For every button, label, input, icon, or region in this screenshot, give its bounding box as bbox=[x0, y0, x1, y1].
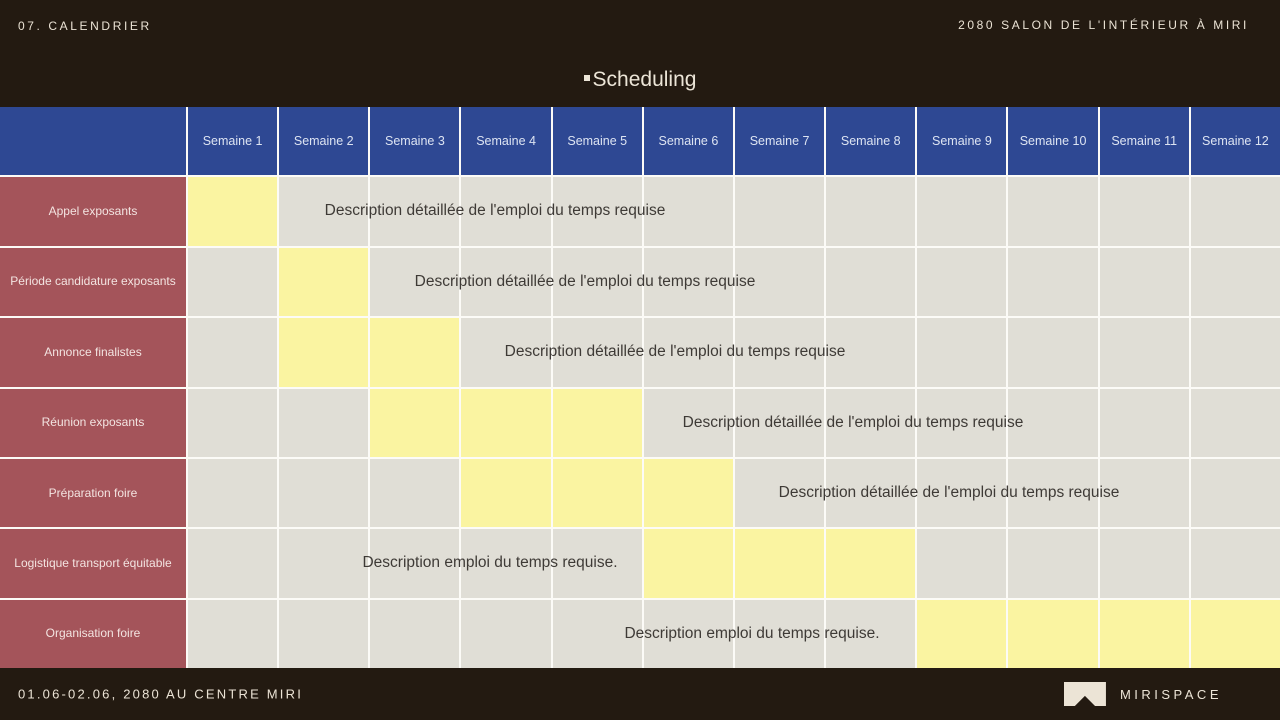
row-description: Description détaillée de l'emploi du temps requise bbox=[324, 202, 666, 219]
week-cell bbox=[279, 389, 368, 457]
row-label: Période candidature exposants bbox=[0, 248, 186, 316]
row-label: Appel exposants bbox=[0, 177, 186, 245]
column-header-week-3: Semaine 3 bbox=[370, 107, 459, 175]
page-title: Scheduling bbox=[592, 68, 697, 91]
column-header-week-4: Semaine 4 bbox=[461, 107, 550, 175]
week-cell-highlight bbox=[370, 318, 459, 386]
week-cell-highlight bbox=[1191, 600, 1280, 668]
week-cell bbox=[1191, 529, 1280, 597]
row-label: Annonce finalistes bbox=[0, 318, 186, 386]
week-cell bbox=[1191, 248, 1280, 316]
week-cell bbox=[826, 177, 915, 245]
week-cell bbox=[1191, 318, 1280, 386]
row-description: Description détaillée de l'emploi du temps requise bbox=[414, 273, 756, 290]
column-header-week-8: Semaine 8 bbox=[826, 107, 915, 175]
week-cell bbox=[1191, 177, 1280, 245]
event-label: 2080 SALON DE L'INTÉRIEUR À MIRI bbox=[958, 18, 1249, 32]
column-header-week-11: Semaine 11 bbox=[1100, 107, 1189, 175]
week-cell-highlight bbox=[279, 248, 368, 316]
week-cell-highlight bbox=[1008, 600, 1097, 668]
week-cell-highlight bbox=[461, 389, 550, 457]
square-bullet-icon bbox=[584, 75, 590, 81]
column-header-week-9: Semaine 9 bbox=[917, 107, 1006, 175]
footer-date-label: 01.06-02.06, 2080 AU CENTRE MIRI bbox=[18, 686, 304, 702]
row-label: Organisation foire bbox=[0, 600, 186, 668]
row-description: Description emploi du temps requise. bbox=[624, 625, 880, 642]
week-cell bbox=[917, 529, 1006, 597]
week-cell-highlight bbox=[370, 389, 459, 457]
week-cell-highlight bbox=[553, 389, 642, 457]
week-cell bbox=[188, 600, 277, 668]
week-cell bbox=[1100, 177, 1189, 245]
brand-group bbox=[1064, 682, 1222, 706]
week-cell bbox=[1191, 389, 1280, 457]
week-cell bbox=[735, 177, 824, 245]
week-cell-highlight bbox=[553, 459, 642, 527]
row-label: Logistique transport équitable bbox=[0, 529, 186, 597]
week-cell-highlight bbox=[644, 529, 733, 597]
week-cell bbox=[370, 459, 459, 527]
week-cell bbox=[1100, 529, 1189, 597]
column-header-week-7: Semaine 7 bbox=[735, 107, 824, 175]
week-cell-highlight bbox=[1100, 600, 1189, 668]
week-cell bbox=[188, 248, 277, 316]
week-cell bbox=[1100, 318, 1189, 386]
week-cell bbox=[188, 459, 277, 527]
week-cell bbox=[188, 318, 277, 386]
column-header-week-1: Semaine 1 bbox=[188, 107, 277, 175]
week-cell bbox=[188, 389, 277, 457]
row-description: Description emploi du temps requise. bbox=[362, 554, 618, 571]
week-cell bbox=[917, 318, 1006, 386]
column-header-week-12: Semaine 12 bbox=[1191, 107, 1280, 175]
title-row bbox=[0, 68, 1280, 92]
week-cell bbox=[279, 529, 368, 597]
schedule-table bbox=[0, 107, 1280, 668]
week-cell bbox=[1008, 177, 1097, 245]
week-cell bbox=[826, 248, 915, 316]
week-cell-highlight bbox=[644, 459, 733, 527]
table-corner-cell bbox=[0, 107, 186, 175]
week-cell-highlight bbox=[826, 529, 915, 597]
column-header-week-6: Semaine 6 bbox=[644, 107, 733, 175]
week-cell bbox=[1008, 248, 1097, 316]
section-label: 07. CALENDRIER bbox=[18, 19, 152, 33]
row-description: Description détaillée de l'emploi du temps requise bbox=[778, 484, 1120, 501]
week-cell-highlight bbox=[735, 529, 824, 597]
footer-bar bbox=[0, 668, 1280, 720]
column-header-week-2: Semaine 2 bbox=[279, 107, 368, 175]
week-cell bbox=[1008, 529, 1097, 597]
row-description: Description détaillée de l'emploi du temps requise bbox=[504, 343, 846, 360]
week-cell bbox=[1191, 459, 1280, 527]
week-cell-highlight bbox=[917, 600, 1006, 668]
brand-name: MIRISPACE bbox=[1119, 686, 1222, 702]
week-cell bbox=[279, 459, 368, 527]
week-cell bbox=[917, 248, 1006, 316]
row-description: Description détaillée de l'emploi du temps requise bbox=[682, 414, 1024, 431]
week-cell-highlight bbox=[279, 318, 368, 386]
week-cell-highlight bbox=[461, 459, 550, 527]
top-bar bbox=[0, 0, 1280, 107]
week-cell bbox=[917, 177, 1006, 245]
week-cell bbox=[461, 600, 550, 668]
week-cell bbox=[279, 600, 368, 668]
mirispace-logo-icon bbox=[1064, 682, 1106, 706]
week-cell bbox=[1100, 389, 1189, 457]
column-header-week-5: Semaine 5 bbox=[553, 107, 642, 175]
week-cell-highlight bbox=[188, 177, 277, 245]
row-label: Réunion exposants bbox=[0, 389, 186, 457]
row-label: Préparation foire bbox=[0, 459, 186, 527]
week-cell bbox=[370, 600, 459, 668]
column-header-week-10: Semaine 10 bbox=[1008, 107, 1097, 175]
week-cell bbox=[188, 529, 277, 597]
week-cell bbox=[1008, 318, 1097, 386]
week-cell bbox=[1100, 248, 1189, 316]
